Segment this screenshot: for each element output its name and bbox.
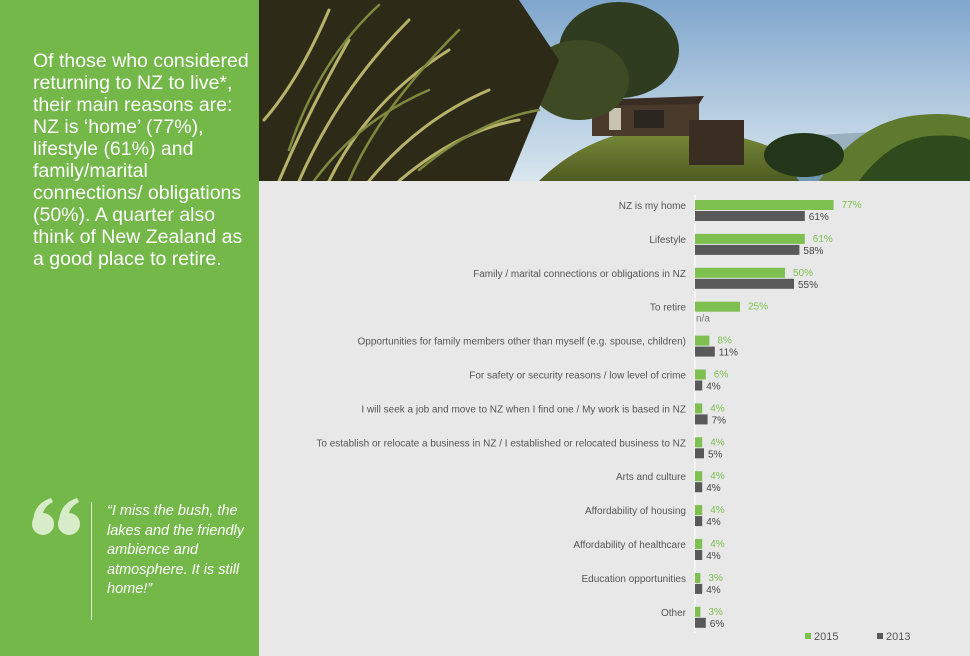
data-label-2015: 4%	[710, 471, 725, 483]
category-label: Arts and culture	[615, 472, 686, 484]
legend-label-2015: 2015	[814, 631, 839, 643]
data-label-2015: 77%	[841, 200, 862, 211]
bar-2013	[695, 550, 702, 560]
data-label-2015: 3%	[708, 606, 723, 618]
bar-2013	[695, 211, 805, 221]
bar-2013	[695, 618, 706, 628]
category-label: Opportunities for family members other than myself (e.g. spouse, children)	[357, 336, 686, 348]
data-label-2013: 58%	[803, 245, 824, 257]
data-label-2013: 7%	[711, 415, 727, 427]
chart-area	[259, 181, 970, 656]
data-label-2015: 8%	[717, 335, 732, 347]
bar-2015	[695, 336, 709, 346]
bar-2015	[695, 403, 702, 413]
data-label-2015: 50%	[793, 267, 814, 279]
category-label: I will seek a job and move to NZ when I find one / My work is based in NZ	[361, 404, 686, 416]
category-label: Other	[660, 607, 686, 619]
bar-2013	[695, 448, 704, 458]
bar-2013	[695, 347, 715, 357]
category-label: To establish or relocate a business in NZ / I established or relocated business to NZ	[316, 438, 686, 450]
category-label: To retire	[649, 302, 686, 314]
category-label: Affordability of housing	[585, 506, 686, 518]
data-label-2015: 3%	[708, 572, 723, 584]
data-label-2013: 4%	[706, 517, 721, 529]
bar-2015	[695, 607, 700, 617]
data-label-2013: 61%	[808, 212, 829, 223]
bar-2015	[695, 573, 700, 583]
bar-2015	[695, 370, 706, 380]
bar-2015	[695, 234, 805, 244]
data-label-2015: 6%	[713, 369, 729, 381]
data-label-2015: 61%	[812, 233, 833, 245]
category-label: Family / marital connections or obligations in NZ	[473, 268, 686, 280]
category-label: Affordability of healthcare	[573, 540, 686, 551]
data-label-2013: 6%	[709, 618, 725, 630]
legend-swatch-2015	[805, 633, 811, 639]
legend-swatch-2013	[877, 633, 883, 639]
bar-2013	[695, 516, 702, 526]
quote-text: “I miss the bush, the lakes and the friendly ambience and atmosphere. It is still home!”	[107, 503, 245, 597]
bar-2015	[695, 268, 785, 278]
reasons-bar-chart	[259, 181, 970, 656]
category-label: For safety or security reasons / low level of crime	[469, 370, 686, 382]
category-label: Lifestyle	[649, 234, 686, 246]
category-label: Education opportunities	[581, 573, 686, 585]
data-label-2013: n/a	[696, 313, 710, 325]
bar-2015	[695, 539, 702, 549]
data-label-2013: 4%	[706, 483, 721, 495]
data-label-2013: 4%	[706, 551, 721, 562]
data-label-2013: 5%	[708, 449, 723, 461]
bar-2015	[695, 302, 740, 312]
bar-2013	[695, 482, 702, 492]
landscape-photo	[259, 0, 970, 181]
bar-2013	[695, 584, 702, 594]
legend-label-2013: 2013	[886, 631, 911, 643]
quote-divider	[91, 502, 92, 620]
bar-2013	[695, 414, 708, 424]
data-label-2015: 4%	[710, 539, 725, 550]
left-panel	[0, 0, 259, 656]
data-label-2015: 4%	[710, 403, 725, 415]
bar-2015	[695, 505, 702, 515]
data-label-2013: 4%	[706, 584, 721, 596]
bar-2013	[695, 245, 799, 255]
data-label-2015: 25%	[748, 301, 769, 313]
category-label: NZ is my home	[618, 201, 686, 212]
data-label-2015: 4%	[710, 505, 725, 517]
data-label-2013: 55%	[798, 279, 819, 291]
intro-text: Of those who considered returning to NZ to live*, their main reasons are: NZ is ‘home’ (77%), lifestyle (61%) and family/marital connections/ obligations (50%). A quarter also think of New Zealand as a good place to retire.	[33, 50, 249, 270]
bar-2013	[695, 279, 794, 289]
quote-mark-icon	[31, 488, 83, 552]
bar-2015	[695, 200, 834, 210]
bar-2015	[695, 471, 702, 481]
data-label-2013: 4%	[706, 381, 721, 393]
data-label-2013: 11%	[718, 347, 739, 359]
bar-2013	[695, 381, 702, 391]
data-label-2015: 4%	[710, 437, 725, 449]
bar-2015	[695, 437, 702, 447]
